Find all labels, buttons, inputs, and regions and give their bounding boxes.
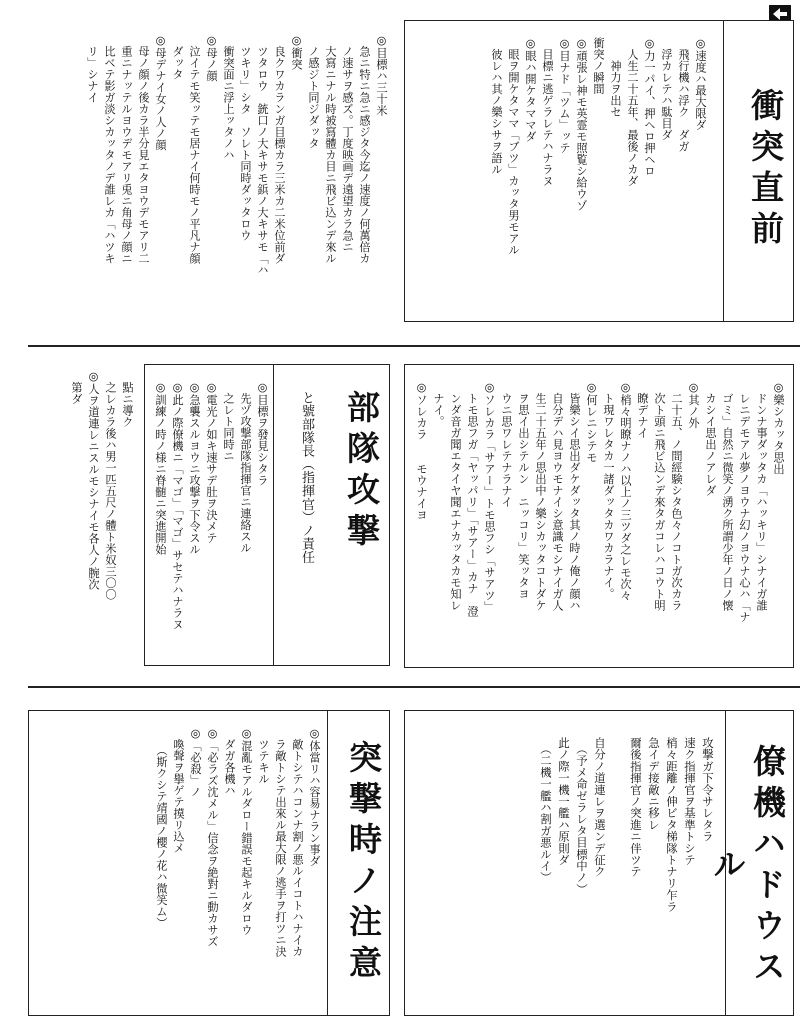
text-line: ◎力一パイ、押ヘロ押ヘロ xyxy=(643,37,656,177)
text-line: ◎目標ヲ發見シタラ xyxy=(256,381,269,487)
panel-body xyxy=(419,37,709,307)
text-line: ダッタ xyxy=(171,34,184,80)
text-line: ナイ。 xyxy=(432,381,445,427)
text-line: ◎其ノ外 xyxy=(687,381,700,429)
text-line: 目標ニ逃ゲラレテハナラヌ xyxy=(541,37,554,187)
text-line: リ」シナイ xyxy=(86,34,99,103)
text-line: ◎此ノ際僚機ニ「マゴ」「マゴ」サセテハナラヌ xyxy=(171,381,184,631)
text-line: ◎母ノ顔 xyxy=(205,34,218,82)
panel-title: 部隊攻撃 xyxy=(342,390,381,554)
text-line: 重ニナッテルヨウデモアリ兎ニ角母ノ顔ニ xyxy=(120,34,133,264)
text-line: ◎頑張レ神モ英霊モ照覧シ給ウゾ xyxy=(575,37,588,212)
text-line: ◎「必ラズ沈メル」信念ヲ絶對ニ動カサズ xyxy=(206,727,219,948)
text-line: 敵トシテハコンナ割ノ悪ルイコトハナイカ xyxy=(291,727,304,957)
text-block-top-left xyxy=(50,34,390,330)
section-divider-2 xyxy=(28,686,800,688)
text-line: ◎目標ハ三十米 xyxy=(375,34,388,117)
text-line: ト現ワレタカ一諸ダッタカワカラナイ。 xyxy=(602,381,615,600)
text-line: ◎電光ノ如キ速サデ肚ヲ決メテ xyxy=(205,381,218,544)
text-line: 梢々距離ノ伸ビタ梯隊トナリ乍ラ xyxy=(665,737,679,913)
text-line: ◎訓練ノ時ノ様ニ脊髄ニ突進開始 xyxy=(154,381,167,556)
text-line: 皆樂シイ思出ダケダッタ其ノ時ノ俺ノ顔ハ xyxy=(568,381,581,611)
title-rule xyxy=(273,365,274,665)
text-line: 之レト同時ニ xyxy=(222,381,235,462)
text-line: ◎梢々明瞭ナノハ以上ノ三ツダ之レモ次々 xyxy=(619,381,632,602)
text-line: ダガ各機ハ xyxy=(223,727,236,796)
text-line: 飛行機ハ浮ク ダガ xyxy=(677,37,690,152)
text-line: 泣イテモ笑ッテモ居ナイ何時モノ平凡ナ顔 xyxy=(188,34,201,264)
text-line: ◎衝突 xyxy=(290,34,303,71)
panel-subtitle xyxy=(275,391,315,651)
text-line: 良クワカランガ目標カラ三米カ二米位前ダ xyxy=(273,34,286,264)
text-line: ◎混亂モアルダロー錯誤モ起キルダロウ xyxy=(240,727,253,936)
text-line: ノ感ジト同ジダッタ xyxy=(307,34,320,149)
text-line: ◎急襲スルヨウニ攻撃ヲ下令スル xyxy=(188,381,201,556)
panel-ryoki-dousuru xyxy=(404,710,794,1016)
text-line: 彼レハ其ノ樂シサヲ語ル xyxy=(490,37,503,175)
text-line: （二機一艦ハ割ガ悪ルイ） xyxy=(539,737,553,884)
text-line: ツテキル xyxy=(257,727,270,785)
text-line: ◎「必殺」ノ xyxy=(189,727,202,798)
text-line: 之レカラ後ハ男一匹五尺ノ體ト米奴三〇〇 xyxy=(104,370,117,600)
text-line: ◎樂シカッタ思出 xyxy=(772,381,785,475)
text-line: ドンナ事ダッタカ「ハッキリ」シナイガ誰 xyxy=(755,381,768,611)
text-line: 攻撃ガ下令サレタラ xyxy=(701,737,715,843)
text-line: 先ヅ攻撃部隊指揮官ニ連絡スル xyxy=(239,381,252,554)
text-line: 人生二十五年、最後ノカダ xyxy=(626,37,639,187)
text-line: ◎母デナイ女ノ人ノ顔 xyxy=(154,34,167,151)
panel-butai-kougeki xyxy=(144,364,390,666)
text-line: 浮カレテハ駄目ダ xyxy=(660,37,673,141)
panel-body xyxy=(493,737,717,997)
panel-tanoshikatta-omoide xyxy=(404,364,794,668)
text-line: 二十五、ノ間經験シタ色々ノコトガ次カラ xyxy=(670,381,683,611)
panel-body xyxy=(413,381,787,657)
text-block-butai-continued xyxy=(54,370,136,660)
text-line xyxy=(609,737,627,997)
text-line: ラ敵トシテ出來ル最大限ノ逃手ヲ打ツニ決 xyxy=(274,727,287,957)
text-line: 瞭デナイ xyxy=(636,381,649,439)
text-line: （予メ命ゼラレタ目標中ノ） xyxy=(575,737,589,896)
text-line: と號部隊長（指揮官）ノ責任 xyxy=(299,391,314,564)
text-line: ツタロウ 銃口ノ大キサモ鋲ノ大キサモ「ハ xyxy=(256,34,269,276)
text-line: 比ベテ影ガ淡シカッタノデ誰レカ「ハツキ xyxy=(103,34,116,264)
section-divider-1 xyxy=(28,345,800,347)
text-line: 第ダ xyxy=(70,370,83,405)
panel-title: 衝突直前 xyxy=(746,88,785,252)
text-line: ヲ思イ出シテルン ニッコリ」笑ッタヨ xyxy=(517,381,530,600)
text-line: ツキリ」シタ ソレト同時ダッタロウ xyxy=(239,34,252,241)
title-rule xyxy=(723,21,724,321)
text-line: カシイ思出ノアレダ xyxy=(704,381,717,496)
text-line: トモ思フガ「ヤッパリ」「サアー」カナ 澄 xyxy=(466,381,479,617)
title-rule xyxy=(327,711,328,1015)
text-line: 眼ヲ開ケタママ「ブツ」カッタ男モアル xyxy=(507,37,520,256)
text-line: 急イデ接敵ニ移レ xyxy=(647,737,661,831)
text-line: ◎体當リハ容易ナラン事ダ xyxy=(308,727,321,867)
title-rule xyxy=(725,711,726,1015)
panel-body xyxy=(151,381,271,657)
text-line: ◎目ナド「ツム」ッテ xyxy=(558,37,571,154)
text-line: 神力ヲ出セ xyxy=(609,37,622,118)
text-line: ノ速サヲ感ズ。丁度映画デ遠望カラ急ニ xyxy=(341,34,354,253)
text-line: 大寫ニナル時被寫體カ目ニ飛ビ込ンデ來ル xyxy=(324,34,337,264)
text-line: 爾後指揮官ノ突進ニ伴ツテ xyxy=(629,737,643,878)
text-line: 此ノ際一機一艦ハ原則ダ xyxy=(557,737,571,866)
text-line: ンダ音ガ聞エタイヤ聞エナカッタカモ知レ xyxy=(449,381,462,611)
text-line: ◎速度ハ最大限ダ xyxy=(694,37,707,131)
text-line: 衝突ノ瞬間 xyxy=(592,37,605,95)
text-line: ◎ソレカラ モウナイヨ xyxy=(415,381,428,521)
text-line: ◎眼ハ開ケタママダ xyxy=(524,37,537,143)
text-line: 速ク指揮官ヲ基準トシテ xyxy=(683,737,697,866)
panel-title: 突撃時ノ注意 xyxy=(344,740,383,986)
text-line: 衝突面ニ浮上ッタノハ xyxy=(222,34,235,161)
text-line: ◎ソレカラ「サアー」トモ思フシ「サアツ」 xyxy=(483,381,496,613)
panel-body xyxy=(117,727,323,1003)
text-line: ◎人ヲ道連レニスルモシナイモ各人ノ腕次 xyxy=(87,370,100,591)
panel-shototsu-chokuzen xyxy=(404,20,794,322)
text-line: 次ト頭ニ飛ビ込ンデ來タガコレハコウト明 xyxy=(653,381,666,611)
text-line: レニデモアル夢ノヨウナ幻ノヨウナ心ハ「ナ xyxy=(738,381,751,623)
text-line: （斯クシテ靖國ノ櫻ノ花ハ微笑ム） xyxy=(155,727,168,929)
text-line: ウニ思ワレテナラナイ xyxy=(500,381,513,508)
panel-title: 僚機ハドウスル xyxy=(708,744,787,990)
text-line: 自分デハ見ヨウモナイシ意識モシナイガ人 xyxy=(551,381,564,611)
text-line: 喚聲ヲ擧ゲテ摸リ込メ xyxy=(172,727,185,854)
text-line: 生二十五年ノ思出中ノ樂シカッタコトダケ xyxy=(534,381,547,611)
text-line: 急ニ特ニ急ニ感ジタ今迄ノ速度ノ何萬倍カ xyxy=(358,34,371,264)
text-line: ゴミ」自然ニ微笑ノ湧ク所謂少年ノ日ノ懐 xyxy=(721,381,734,611)
text-line: 點ニ導ク xyxy=(121,370,134,428)
text-line: ◎何レニシテモ xyxy=(585,381,598,464)
panel-totsugeki-chui xyxy=(28,710,390,1016)
text-line: 自分ノ道連レヲ選ンデ征ク xyxy=(593,737,607,878)
text-line: 母ノ顔ノ後カラ半分見エタヨウデモアリ二 xyxy=(137,34,150,264)
